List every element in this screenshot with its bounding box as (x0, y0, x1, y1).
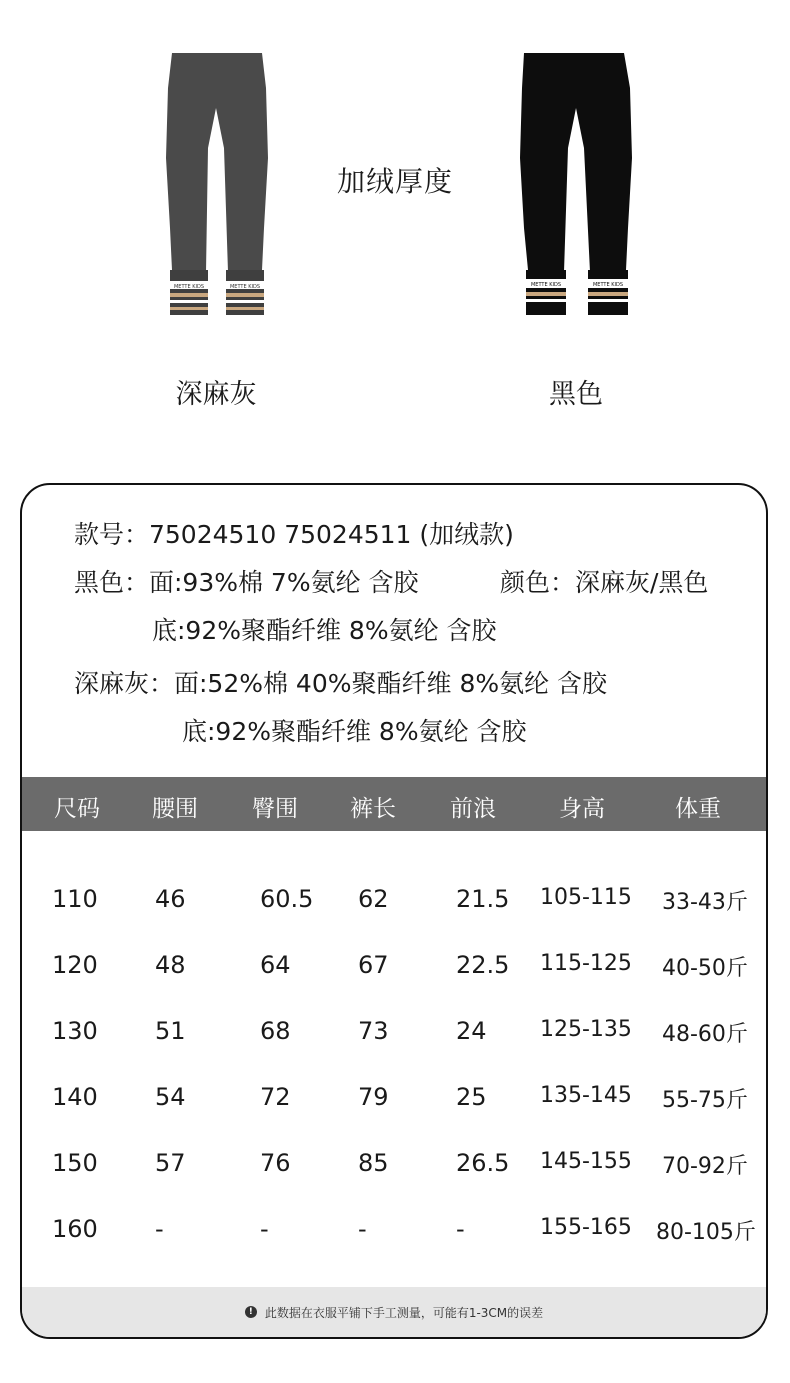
cell: 85 (358, 1149, 389, 1177)
cell: 67 (358, 951, 389, 979)
cuff-text: METTE KIDS (592, 282, 624, 288)
cell: 26.5 (456, 1149, 510, 1177)
measurement-note (22, 1287, 766, 1337)
cuff-text: METTE KIDS (229, 284, 261, 290)
table-header (22, 777, 766, 831)
cell: 120 (52, 951, 98, 979)
cell: 46 (155, 885, 186, 913)
cell: 48-60斤 (662, 1022, 748, 1047)
cell: 80-105斤 (656, 1220, 756, 1245)
cell: 60.5 (260, 885, 314, 913)
cell: 110 (52, 885, 98, 913)
cell: 79 (358, 1083, 389, 1111)
cell: 48 (155, 951, 186, 979)
cell: - (358, 1215, 367, 1243)
cell: 135-145 (540, 1083, 632, 1108)
cell: 76 (260, 1149, 291, 1177)
cell: 21.5 (456, 885, 510, 913)
header-size: 尺码 (54, 796, 100, 822)
cell: 64 (260, 951, 291, 979)
cell: 51 (155, 1017, 186, 1045)
cell: - (260, 1215, 269, 1243)
table-row (22, 1149, 766, 1189)
cell: 54 (155, 1083, 186, 1111)
header-waist: 腰围 (152, 796, 198, 822)
cell: - (456, 1215, 465, 1243)
table-row (22, 951, 766, 991)
pants-image-grey (150, 48, 280, 323)
cell: 105-115 (540, 885, 632, 910)
grey-fabric-lining: 底:92%聚酯纤维 8%氨纶 含胶 (182, 717, 527, 746)
cuff-text: METTE KIDS (173, 284, 205, 290)
cell: 145-155 (540, 1149, 632, 1174)
cell: 72 (260, 1083, 291, 1111)
header-length: 裤长 (350, 796, 396, 822)
cuff-text: METTE KIDS (530, 282, 562, 288)
pants-image-black (510, 48, 640, 323)
colors-available: 颜色：深麻灰/黑色 (500, 568, 709, 597)
cell: 40-50斤 (662, 956, 748, 981)
table-row (22, 1017, 766, 1057)
cell: 130 (52, 1017, 98, 1045)
table-row (22, 1215, 766, 1255)
color-label-grey: 深麻灰 (175, 379, 257, 410)
header-rise: 前浪 (450, 796, 496, 822)
color-label-black: 黑色 (549, 379, 603, 410)
header-hip: 臀围 (252, 796, 298, 822)
cell: 33-43斤 (662, 890, 748, 915)
cell: 160 (52, 1215, 98, 1243)
thickness-label: 加绒厚度 (336, 165, 453, 198)
size-chart-card (20, 483, 768, 1339)
cell: 155-165 (540, 1215, 632, 1240)
info-icon: ! (245, 1306, 257, 1318)
header-weight: 体重 (675, 796, 721, 822)
cell: 68 (260, 1017, 291, 1045)
cell: 140 (52, 1083, 98, 1111)
cell: 115-125 (540, 951, 632, 976)
black-fabric-outer: 黑色：面:93%棉 7%氨纶 含胶 (74, 568, 419, 597)
table-row (22, 885, 766, 925)
cell: 62 (358, 885, 389, 913)
cell: 55-75斤 (662, 1088, 748, 1113)
header-height: 身高 (559, 796, 605, 822)
cell: 125-135 (540, 1017, 632, 1042)
cell: 22.5 (456, 951, 510, 979)
cell: 150 (52, 1149, 98, 1177)
cell: 70-92斤 (662, 1154, 748, 1179)
black-fabric-lining: 底:92%聚酯纤维 8%氨纶 含胶 (152, 616, 497, 645)
cell: 73 (358, 1017, 389, 1045)
note-text: 此数据在衣服平铺下手工测量，可能有1-3CM的误差 (264, 1305, 544, 1320)
table-row (22, 1083, 766, 1123)
cell: 57 (155, 1149, 186, 1177)
cell: 25 (456, 1083, 487, 1111)
cell: - (155, 1215, 164, 1243)
grey-fabric-outer: 深麻灰：面:52%棉 40%聚酯纤维 8%氨纶 含胶 (74, 669, 608, 698)
cell: 24 (456, 1017, 487, 1045)
style-number: 款号：75024510 75024511 (加绒款) (74, 520, 514, 549)
